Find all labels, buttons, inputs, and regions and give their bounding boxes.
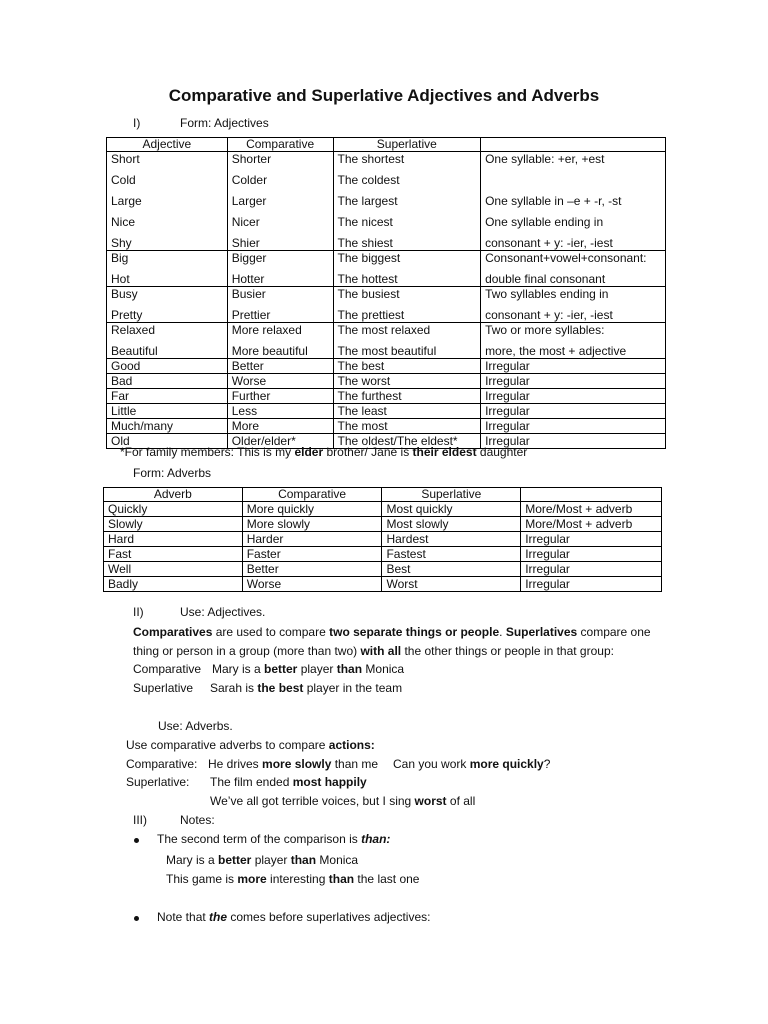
section-number-1: I) [133,116,141,130]
table-cell [242,547,382,562]
text: He drives [208,757,263,771]
table-cell [227,419,333,434]
cell-text: Shier [231,236,260,250]
text: of all [446,794,476,808]
cell-text: The shortest [337,152,405,166]
table-cell [107,194,228,215]
table-row [104,547,662,562]
cell-text: Less [231,404,258,418]
page-title: Comparative and Superlative Adjectives and Adverbs [168,86,600,105]
table-cell [481,272,666,287]
text: Use comparative adverbs to compare [126,738,329,752]
table-cell [333,404,481,419]
cell-text: more, the most + adjective [485,344,627,358]
cell-text: The oldest/The eldest* [337,434,458,448]
cell-text: Most slowly [386,517,449,531]
table-cell [481,344,666,359]
text: are used to compare [212,625,330,639]
cell-text: The coldest [337,173,400,187]
adjectives-table [106,137,666,449]
cell-text: Much/many [111,419,174,433]
example-sentence [393,757,550,771]
bold-text: more quickly [469,757,544,771]
cell-text: Shy [111,236,132,250]
text: Monica [316,853,359,867]
note-text: *For family members: This is my [120,445,295,459]
cell-text: Best [386,562,411,576]
table-cell [333,287,481,309]
table-cell [521,502,662,517]
cell-text: The shiest [337,236,393,250]
cell-text: Irregular [525,577,570,591]
cell-text: Badly [108,577,139,591]
table-cell [481,287,666,309]
bold-italic-text: the [209,910,228,924]
text: Can you work [393,757,470,771]
table-cell [107,308,228,323]
table-cell [382,562,521,577]
table-cell [107,404,228,419]
header-cell: Superlative [333,138,481,152]
text: player [251,853,291,867]
example-label: Comparative: [126,757,198,771]
cell-text: More [231,419,260,433]
text: player [297,662,337,676]
cell-text: Large [111,194,142,208]
table-row [104,577,662,592]
table-cell [481,236,666,251]
table-cell [107,236,228,251]
table-cell [104,547,243,562]
note-bold: their eldest [412,445,477,459]
cell-text: More relaxed [231,323,302,337]
table-row [107,419,666,434]
bold-text: Comparatives [133,625,213,639]
table-cell [333,308,481,323]
cell-text: Older/elder* [231,434,296,448]
cell-text: Worse [246,577,282,591]
cell-text: Irregular [525,532,570,546]
text: interesting [266,872,329,886]
cell-text: More beautiful [231,344,308,358]
family-note [120,445,527,459]
cell-text: More quickly [246,502,315,516]
cell-text: The most [337,419,388,433]
adjectives-table-header [107,138,666,152]
bold-text: more [237,872,267,886]
cell-text: More/Most + adverb [525,517,633,531]
table-cell [107,359,228,374]
cell-text: Big [111,251,129,265]
table-cell [227,404,333,419]
text: the last one [354,872,420,886]
table-row [107,194,666,215]
table-cell [521,532,662,547]
cell-text: One syllable: +er, +est [485,152,605,166]
cell-text: Irregular [485,404,530,418]
example-label: Superlative [133,681,194,695]
cell-text: Busy [111,287,138,301]
table-cell [227,389,333,404]
cell-text: consonant + y: -ier, -iest [485,308,613,322]
cell-text: Irregular [485,359,530,373]
table-row [107,389,666,404]
table-cell [242,502,382,517]
cell-text: Short [111,152,140,166]
section-number-2: II) [133,605,144,619]
text: We’ve all got terrible voices, but I sing [210,794,415,808]
note-line [157,910,430,924]
text: Sarah is [210,681,258,695]
example-sentence [212,662,404,676]
table-row [107,323,666,345]
cell-text: Nice [111,215,136,229]
cell-text: Far [111,389,129,403]
table-cell [107,251,228,273]
table-cell [107,374,228,389]
bullet-icon [134,916,139,921]
text: Monica [362,662,405,676]
cell-text: Colder [231,173,268,187]
note-line [157,832,390,846]
cell-text: Fast [108,547,132,561]
cell-text: Two or more syllables: [485,323,605,337]
table-cell [333,236,481,251]
table-cell [481,308,666,323]
text: . [499,625,506,639]
cell-text: Well [108,562,132,576]
table-cell [382,517,521,532]
adverbs-table [103,487,662,592]
text: thing or person in a group (more than two) [133,644,361,658]
bold-text: two separate things or people [329,625,500,639]
bold-text: Superlatives [505,625,578,639]
cell-text: Old [111,434,130,448]
cell-text [485,173,665,194]
cell-text: The busiest [337,287,400,301]
cell-text: Irregular [525,562,570,576]
note-text: brother/ Jane is [323,445,413,459]
table-cell [227,194,333,215]
table-cell [481,194,666,215]
text: This game is [166,872,238,886]
table-cell [333,419,481,434]
table-cell [333,173,481,194]
example-sentence [208,757,378,771]
bold-text: actions: [328,738,375,752]
table-cell [481,173,666,194]
cell-text: Bad [111,374,133,388]
cell-text: Irregular [525,547,570,561]
table-cell [242,532,382,547]
text: than me [331,757,379,771]
table-cell [107,272,228,287]
table-cell [382,577,521,592]
table-cell [227,272,333,287]
table-cell [521,547,662,562]
cell-text: One syllable ending in [485,215,604,229]
table-row [107,374,666,389]
example-sentence [210,794,475,808]
table-cell [227,173,333,194]
table-cell [521,577,662,592]
cell-text: Consonant+vowel+consonant: [485,251,647,265]
table-cell [242,562,382,577]
bold-text: than [336,662,363,676]
table-cell [481,215,666,236]
table-cell [333,272,481,287]
table-cell [333,389,481,404]
cell-text: Cold [111,173,136,187]
header-cell [521,488,662,502]
table-cell [481,323,666,345]
table-cell [333,194,481,215]
cell-text: The least [337,404,387,418]
cell-text: Worse [231,374,267,388]
bold-text: than [290,853,317,867]
bullet-icon [134,838,139,843]
cell-text: Nicer [231,215,260,229]
table-row [107,344,666,359]
cell-text: The worst [337,374,391,388]
table-cell [104,532,243,547]
table-cell [481,152,666,174]
cell-text: The most beautiful [337,344,437,358]
table-cell [107,389,228,404]
cell-text: Hard [108,532,135,546]
cell-text: The nicest [337,215,393,229]
table-row [104,517,662,532]
table-cell [104,577,243,592]
table-cell [107,152,228,174]
cell-text: Worst [386,577,418,591]
bold-text: better [264,662,298,676]
table-cell [521,562,662,577]
table-cell [227,236,333,251]
text: the other things or people in that group: [401,644,614,658]
cell-text: Hot [111,272,130,286]
cell-text: Better [231,359,264,373]
table-row [107,152,666,174]
cell-text: Irregular [485,434,530,448]
text: compare one [577,625,651,639]
cell-text: Faster [246,547,281,561]
table-cell [227,251,333,273]
example-sentence [210,681,402,695]
cell-text: Harder [246,532,284,546]
table-cell [481,404,666,419]
table-cell [333,323,481,345]
cell-text: The biggest [337,251,401,265]
paragraph-line [133,625,651,639]
table-row [107,236,666,251]
cell-text: Shorter [231,152,272,166]
cell-text: The best [337,359,385,373]
text: Mary is a [212,662,265,676]
text: player in the team [303,681,403,695]
table-cell [107,287,228,309]
table-cell [242,577,382,592]
table-row [107,251,666,273]
table-cell [104,562,243,577]
table-cell [382,502,521,517]
table-cell [227,308,333,323]
table-cell [227,287,333,309]
cell-text: Beautiful [111,344,158,358]
cell-text: Larger [231,194,267,208]
text: The second term of the comparison is [157,832,362,846]
example-sentence [166,853,358,867]
table-cell [333,344,481,359]
adverbs-table-header [104,488,662,502]
cell-text: Hotter [231,272,265,286]
table-row [107,287,666,309]
table-cell [227,344,333,359]
cell-text: Fastest [386,547,426,561]
note-bold: elder [294,445,324,459]
bold-text: with all [360,644,402,658]
bold-italic-text: than: [361,832,391,846]
table-row [107,404,666,419]
cell-text: Further [231,389,271,403]
text: Note that [157,910,210,924]
section-heading-notes: Notes: [180,813,215,827]
example-sentence [166,872,419,886]
table-cell [107,419,228,434]
cell-text: Two syllables ending in [485,287,609,301]
example-sentence [210,775,367,789]
table-cell [333,215,481,236]
table-cell [104,502,243,517]
table-cell [481,251,666,273]
cell-text: Irregular [485,419,530,433]
table-cell [107,323,228,345]
text: Mary is a [166,853,219,867]
table-cell [107,173,228,194]
cell-text: consonant + y: -ier, -iest [485,236,613,250]
cell-text: Prettier [231,308,271,322]
text: The film ended [210,775,293,789]
table-cell [227,323,333,345]
cell-text: More/Most + adverb [525,502,633,516]
cell-text: Good [111,359,141,373]
cell-text: The hottest [337,272,398,286]
header-cell: Adjective [107,138,228,152]
cell-text: Better [246,562,279,576]
cell-text: Busier [231,287,266,301]
paragraph-line [126,738,375,752]
cell-text: Hardest [386,532,429,546]
bold-text: more slowly [262,757,332,771]
table-cell [104,517,243,532]
table-cell [382,547,521,562]
note-text: daughter [476,445,528,459]
bold-text: than [328,872,355,886]
text: comes before superlatives adjectives: [227,910,431,924]
table-row [107,215,666,236]
table-row [104,502,662,517]
header-cell [481,138,666,152]
section-heading-adverbs-use: Use: Adverbs. [158,719,233,733]
cell-text: The prettiest [337,308,405,322]
bold-text: most happily [292,775,367,789]
cell-text: Irregular [485,374,530,388]
header-cell: Adverb [104,488,243,502]
cell-text: The furthest [337,389,402,403]
bold-text: the best [257,681,304,695]
table-cell [521,517,662,532]
example-label: Comparative [133,662,202,676]
cell-text: Pretty [111,308,143,322]
cell-text: One syllable in –e + -r, -st [485,194,622,208]
bold-text: worst [414,794,447,808]
table-cell [227,374,333,389]
table-row [104,562,662,577]
table-row [104,532,662,547]
header-cell: Comparative [227,138,333,152]
text: ? [543,757,551,771]
cell-text: double final consonant [485,272,606,286]
header-cell: Superlative [382,488,521,502]
table-cell [333,374,481,389]
cell-text: The largest [337,194,398,208]
bold-text: better [218,853,252,867]
table-cell [227,359,333,374]
section-heading-adjectives-use: Use: Adjectives. [180,605,266,619]
table-cell [227,215,333,236]
table-cell [382,532,521,547]
section-number-3: III) [133,813,147,827]
cell-text: More slowly [246,517,311,531]
table-row [107,359,666,374]
section-heading-adjectives-form: Form: Adjectives [180,116,269,130]
table-cell [333,359,481,374]
table-row [107,173,666,194]
table-cell [481,419,666,434]
cell-text: Slowly [108,517,143,531]
table-cell [333,251,481,273]
cell-text: Little [111,404,137,418]
table-cell [107,215,228,236]
table-cell [227,152,333,174]
table-cell [481,389,666,404]
table-cell [107,344,228,359]
table-row [107,308,666,323]
cell-text: Most quickly [386,502,453,516]
cell-text: Bigger [231,251,267,265]
cell-text: The most relaxed [337,323,431,337]
table-cell [481,359,666,374]
table-cell [481,374,666,389]
cell-text: Relaxed [111,323,156,337]
example-label: Superlative: [126,775,190,789]
section-heading-adverbs-form: Form: Adverbs [133,466,212,480]
paragraph-line [133,644,614,658]
table-cell [242,517,382,532]
table-cell [333,152,481,174]
table-row [107,272,666,287]
header-cell: Comparative [242,488,382,502]
cell-text: Irregular [485,389,530,403]
cell-text: Quickly [108,502,148,516]
